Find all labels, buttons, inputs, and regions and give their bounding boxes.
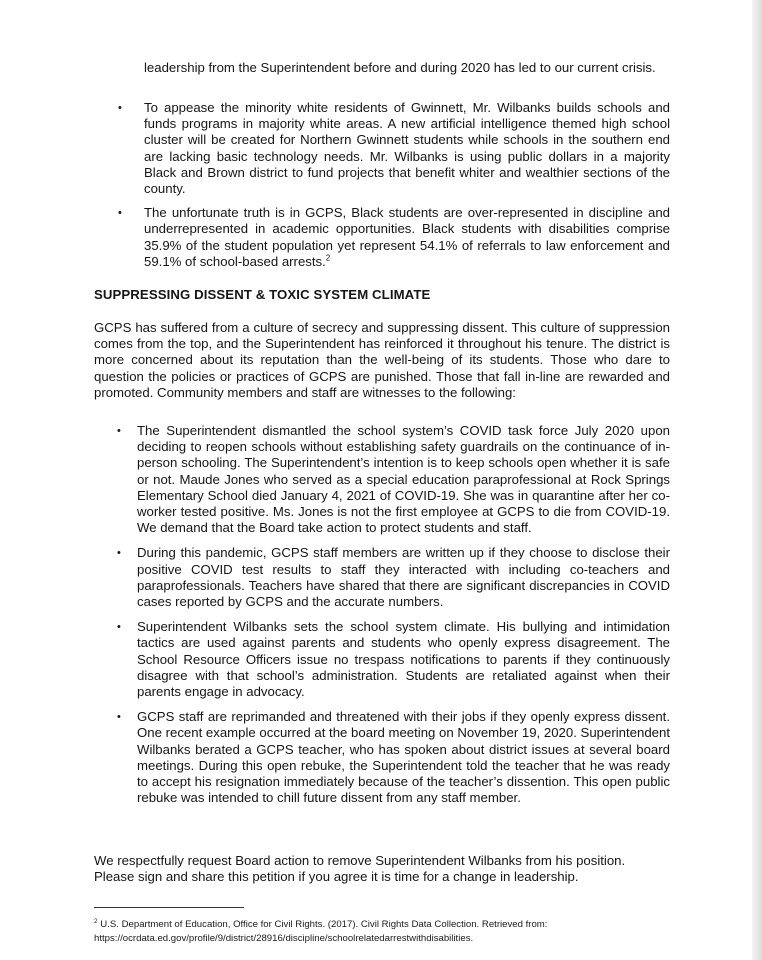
- footnote-url: https://ocrdata.ed.gov/profile/9/district/28916/discipline/schoolrelatedarrestwithdisabilities.: [94, 933, 474, 944]
- list-item: [117, 423, 670, 536]
- bullet-icon: •: [117, 711, 121, 724]
- dissent-bullet-list: [117, 423, 670, 815]
- footnote: [94, 918, 694, 946]
- closing-line: Please sign and share this petition if you agree it is time for a change in leadership.: [94, 869, 579, 885]
- bullet-text: GCPS staff are reprimanded and threatened with their jobs if they openly express dissent. One recent example occurred at the board meeting on November 19, 2020. Superintendent Wilbanks berated a GCPS teacher, who has spoken about district issues at several board meetings. During this open rebuke, the Superintendent told the teacher that he was ready to accept his resignation immediately because of the teacher’s dissention. This open public rebuke was intended to chill future dissent from any staff member.: [137, 709, 670, 806]
- closing-line: We respectfully request Board action to remove Superintendent Wilbanks from his position.: [94, 853, 626, 868]
- list-item: [118, 100, 670, 197]
- page-edge: [752, 0, 762, 960]
- bullet-icon: •: [117, 621, 121, 634]
- section-heading: SUPPRESSING DISSENT & TOXIC SYSTEM CLIMATE: [94, 287, 431, 302]
- footnote-divider: [94, 907, 244, 908]
- equity-bullet-list: [118, 100, 670, 278]
- closing-request: [94, 853, 674, 885]
- list-item: [118, 205, 670, 270]
- list-item: [117, 545, 670, 610]
- bullet-text: To appease the minority white residents of Gwinnett, Mr. Wilbanks builds schools and funds programs in majority white areas. A new artificial intelligence themed high school cluster will be created for Northern Gwinnett students while schools in the southern end are lacking basic technology needs. Mr. Wilbanks is using public dollars in a majority Black and Brown district to fund projects that benefit whiter and wealthier sections of the county.: [144, 100, 670, 197]
- continued-paragraph: leadership from the Superintendent before and during 2020 has led to our current crisis.: [144, 60, 656, 75]
- list-item: [117, 619, 670, 700]
- bullet-text: During this pandemic, GCPS staff members are written up if they choose to disclose their positive COVID test results to staff they interacted with including co-teachers and paraprofessionals. Teachers have shared that there are significant discrepancies in COVID cases reported by GCPS and the accurate numbers.: [137, 545, 670, 610]
- bullet-icon: •: [117, 425, 121, 437]
- bullet-text: The unfortunate truth is in GCPS, Black students are over-represented in discipline and underrepresented in academic opportunities. Black students with disabilities comprise 35.9% of the student population yet represent 54.1% of referrals to law enforcement and 59.1% of school-based arrests.: [144, 205, 670, 269]
- bullet-icon: •: [118, 207, 122, 220]
- footnote-number: 2: [94, 917, 98, 925]
- footnote-reference: 2: [325, 253, 331, 263]
- bullet-icon: •: [118, 102, 122, 114]
- intro-paragraph: GCPS has suffered from a culture of secrecy and suppressing dissent. This culture of suppression comes from the top, and the Superintendent has reinforced it throughout his tenure. The district is more concerned about its reputation than the well-being of its students. Those who dare to question the policies or practices of GCPS are punished. Those that fall in-line are rewarded and promoted. Community members and staff are witnesses to the following:: [94, 320, 670, 400]
- list-item: [117, 709, 670, 806]
- bullet-icon: •: [117, 547, 121, 560]
- footnote-text: U.S. Department of Education, Office for Civil Rights. (2017). Civil Rights Data Collection. Retrieved from:: [100, 919, 548, 930]
- bullet-text: The Superintendent dismantled the school system’s COVID task force July 2020 upon deciding to reopen schools without establishing safety guardrails on the continuance of in-person schooling. The Superintendent’s intention is to keep schools open whether it is safe or not. Maude Jones who served as a special education paraprofessional at Rock Springs Elementary School died January 4, 2021 of COVID-19. She was in quarantine after her co-worker tested positive. Ms. Jones is not the first employee at GCPS to die from COVID-19. We demand that the Board take action to protect students and staff.: [137, 423, 670, 536]
- bullet-text: Superintendent Wilbanks sets the school system climate. His bullying and intimidation tactics are used against parents and students who openly express disagreement. The School Resource Officers issue no trespass notifications to parents if they continuously disagree with that school’s administration. Students are retaliated against when their parents engage in advocacy.: [137, 619, 670, 700]
- footnote-citation: [94, 918, 694, 932]
